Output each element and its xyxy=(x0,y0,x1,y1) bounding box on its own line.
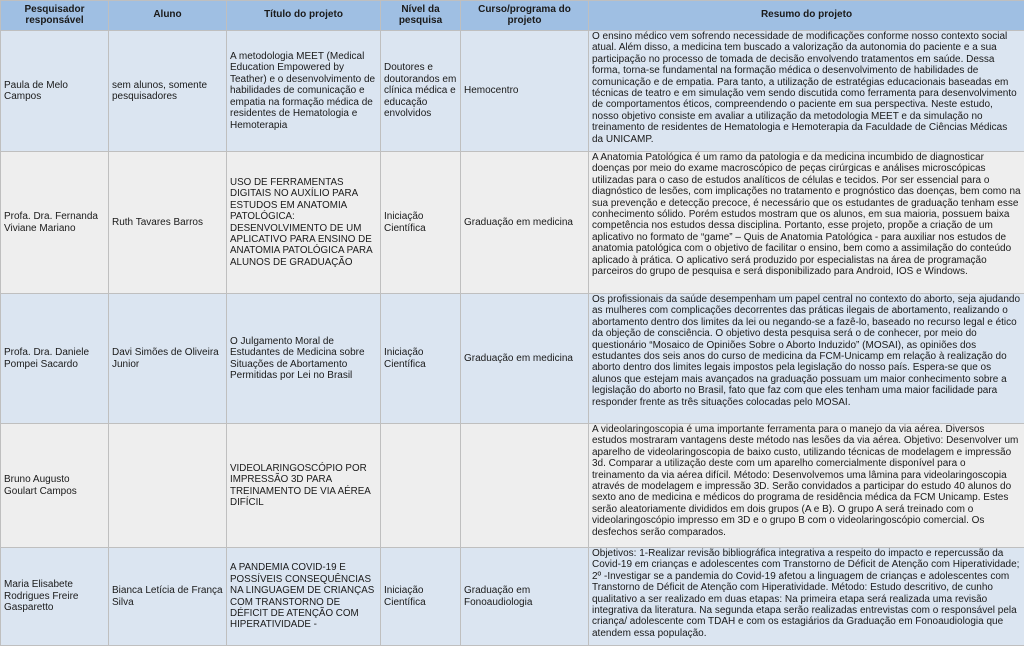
summary-cell: A Anatomia Patológica é um ramo da patologia e da medicina incumbido de diagnosticar doenças por meio do exame macroscópico de peças cirúrgicas e análises microscópicas utilizadas para o caso de estudos analíticos de células e tecidos. Por ser essencial para o diagnóstico de lesões, com implicações no tratamento e prognóstico das doenças, bem como na sua prevenção e detecção precoce, é necessário que os estudantes de graduação tenham esse conhecimento sólido. Porém estudos mostram que os alunos, em sua maioria, possuem baixa competência nos estudos dessa disciplina. Portanto, esse projeto, propõe a criação de um aplicativo no formato de “game” – Quis de Anatomia Patológica - para auxiliar nos estudos de anatomia patológica com o objetivo de facilitar o ensino, bem como a assimilação do conteúdo aplicado à prática. O aplicativo será produzido por especialistas na área de programação parceiros do grupo de pesquisa e será disponibilizado para Android, IOS e Windows. xyxy=(589,152,1024,294)
course-cell: Graduação em medicina xyxy=(461,294,589,424)
header-researcher: Pesquisador responsável xyxy=(1,1,109,31)
summary-cell: O ensino médico vem sofrendo necessidade de modificações conforme nosso contexto social atual. Além disso, a medicina tem buscado a valorização da autonomia do paciente e a sua participação no processo de tomada de decisão envolvendo tratamentos em saúde. Dessa forma, torna-se fundamental na formação médica o desenvolvimento de habilidades de comunicação e de empatia. Para tanto, a utilização de estratégias educacionais baseadas em técnicas de teatro e em simulação vem sendo discutida como ferramenta para desenvolvimento de comportamentos éticos, compreendendo o paciente em sua perspectiva. Neste estudo, nosso objetivo consiste em avaliar a utilização da metodologia MEET e da simulação no treinamento de residentes de Hematologia e Hemoterapia da Faculdade de Ciências Médicas da UNICAMP. xyxy=(589,31,1024,152)
student-cell: Bianca Letícia de França Silva xyxy=(109,548,227,646)
summary-cell: A videolaringoscopia é uma importante ferramenta para o manejo da via aérea. Diversos estudos mostraram vantagens deste método nas lesões da via aérea. Objetivo: Desenvolver um aparelho de videolaringoscopia de baixo custo, utilizando técnicas de modelagem e impressão 3d. Comparar a utilização deste com um aparelho comercialmente disponível para o treinamento da via aérea difícil. Método: Desenvolvemos uma lâmina para videolaringoscopia através de modelagem e impressão 3D. Serão convidados a participar do estudo 40 alunos do sexto ano de medicina e médicos do programa de residência médica da FCM Unicamp. Estes serão aleatoriamente divididos em dois grupos (A e B). O grupo A será treinado com o videolaringoscópio impresso em 3D e o grupo B com o videolaringoscópio comercial. Os desfechos serão comparados. xyxy=(589,424,1024,548)
title-cell: A PANDEMIA COVID-19 E POSSÍVEIS CONSEQUÊNCIAS NA LINGUAGEM DE CRIANÇAS COM TRANSTORNO DE DÉFICIT DE ATENÇÃO COM HIPERATIVIDADE - xyxy=(227,548,381,646)
title-cell: A metodologia MEET (Medical Education Empowered by Teather) e o desenvolvimento de habilidades de comunicação e empatia na formação médica de residentes de Hematologia e Hemoterapia xyxy=(227,31,381,152)
course-cell xyxy=(461,424,589,548)
header-summary: Resumo do projeto xyxy=(589,1,1024,31)
table-row xyxy=(1,424,1024,548)
table-row xyxy=(1,548,1024,646)
student-cell: sem alunos, somente pesquisadores xyxy=(109,31,227,152)
level-cell: Iniciação Científica xyxy=(381,152,461,294)
table-row xyxy=(1,152,1024,294)
table-row xyxy=(1,294,1024,424)
course-cell: Graduação em Fonoaudiologia xyxy=(461,548,589,646)
table-row xyxy=(1,31,1024,152)
researcher-cell: Profa. Dra. Fernanda Viviane Mariano xyxy=(1,152,109,294)
researcher-cell: Paula de Melo Campos xyxy=(1,31,109,152)
level-cell: Doutores e doutorandos em clínica médica e educação envolvidos xyxy=(381,31,461,152)
title-cell: VIDEOLARINGOSCÓPIO POR IMPRESSÃO 3D PARA TREINAMENTO DE VIA AÉREA DIFÍCIL xyxy=(227,424,381,548)
level-cell: Iniciação Científica xyxy=(381,294,461,424)
researcher-cell: Profa. Dra. Daniele Pompei Sacardo xyxy=(1,294,109,424)
student-cell: Davi Simões de Oliveira Junior xyxy=(109,294,227,424)
header-course: Curso/programa do projeto xyxy=(461,1,589,31)
student-cell: Ruth Tavares Barros xyxy=(109,152,227,294)
title-cell: USO DE FERRAMENTAS DIGITAIS NO AUXÍLIO PARA ESTUDOS EM ANATOMIA PATOLÓGICA: DESENVOLVIMENTO DE UM APLICATIVO PARA ENSINO DE ANATOMIA PATOLÓGICA PARA ALUNOS DE GRADUAÇÃO xyxy=(227,152,381,294)
course-cell: Hemocentro xyxy=(461,31,589,152)
researcher-cell: Maria Elisabete Rodrigues Freire Gasparetto xyxy=(1,548,109,646)
header-level: Nível da pesquisa xyxy=(381,1,461,31)
student-cell xyxy=(109,424,227,548)
header-row xyxy=(1,1,1024,31)
course-cell: Graduação em medicina xyxy=(461,152,589,294)
researcher-cell: Bruno Augusto Goulart Campos xyxy=(1,424,109,548)
level-cell xyxy=(381,424,461,548)
header-student: Aluno xyxy=(109,1,227,31)
level-cell: Iniciação Científica xyxy=(381,548,461,646)
summary-cell: Objetivos: 1-Realizar revisão bibliográfica integrativa a respeito do impacto e repercussão da Covid-19 em crianças e adolescentes com Transtorno de Déficit de Atenção com Hiperatividade; 2º -Investigar se a pandemia do Covid-19 afetou a linguagem de crianças e adolescentes com Transtorno de Déficit de Atenção com Hiperatividade. Método: Estudo descritivo, de cunho qualitativo a ser realizado em duas etapas: Na primeira etapa será realizada uma revisão integrativa da literatura. Na segunda etapa serão realizadas entrevistas com o responsável pela criança/ adolescente com TDAH e com os estagiários da Graduação em Fonoaudiologia que atendem essa população. xyxy=(589,548,1024,646)
header-title: Título do projeto xyxy=(227,1,381,31)
title-cell: O Julgamento Moral de Estudantes de Medicina sobre Situações de Abortamento Permitidas por Lei no Brasil xyxy=(227,294,381,424)
summary-cell: Os profissionais da saúde desempenham um papel central no contexto do aborto, seja ajudando as mulheres com complicações decorrentes das práticas ilegais de abortamento, realizando o abortamento dentro dos limites da lei ou negando-se a fazê-lo, baseado no recurso legal e ético da objeção de consciência. O objetivo desta pesquisa será o de conhecer, por meio do questionário “Mosaico de Opiniões Sobre o Aborto Induzido” (MOSAI), as opiniões dos estudantes dos seis anos do curso de medicina da FCM-Unicamp em relação à realização do aborto dentro dos limites legais impostos pela legislação do nosso país. Espera-se que os alunos que estejam mais avançados na graduação possuam um maior conhecimento sobre a legislação do aborto no Brasil, fato que faz com que eles tenham uma maior facilidade para responder frente as três situações colocadas pelo MOSAI. xyxy=(589,294,1024,424)
